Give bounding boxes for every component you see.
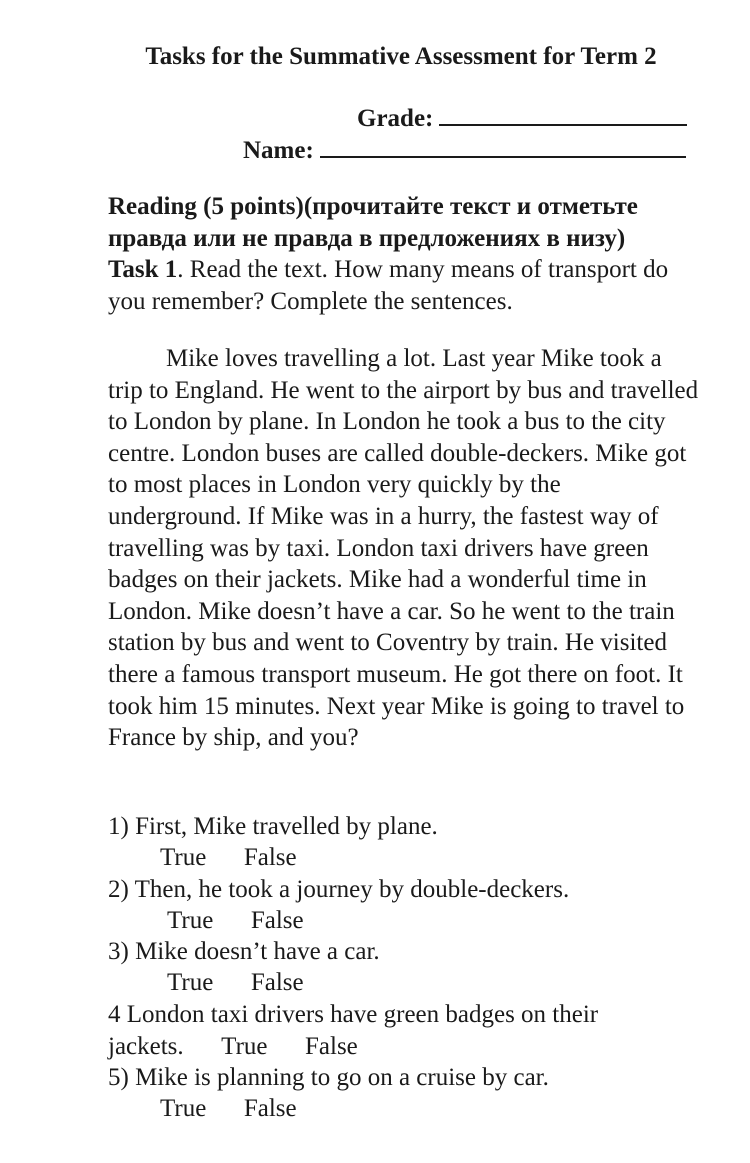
question-1-options	[160, 842, 750, 874]
q4-true-option[interactable]: True	[221, 1033, 268, 1060]
question-4-continuation: jackets.	[108, 1033, 184, 1060]
name-field	[243, 132, 686, 167]
question-5: 5) Mike is planning to go on a cruise by car.	[108, 1064, 549, 1091]
task-text: . Read the text. How many means of transport do you remember? Complete the sentences.	[108, 256, 669, 315]
question-3-options	[167, 967, 750, 999]
task-label: Task 1	[108, 256, 178, 283]
question-2: 2) Then, he took a journey by double-deckers.	[108, 876, 570, 903]
q1-false-option[interactable]: False	[243, 844, 297, 871]
question-4: 4 London taxi drivers have green badges on their	[108, 1001, 599, 1028]
question-2-options	[167, 905, 750, 937]
question-1: 1) First, Mike travelled by plane.	[108, 813, 438, 840]
q4-false-option[interactable]: False	[305, 1033, 358, 1060]
grade-label: Grade:	[357, 105, 434, 132]
task-instruction	[108, 254, 708, 317]
grade-blank[interactable]	[439, 100, 687, 126]
q5-true-option[interactable]: True	[160, 1095, 207, 1122]
q3-false-option[interactable]: False	[250, 969, 304, 996]
page-title: Tasks for the Summative Assessment for Term 2	[145, 43, 657, 70]
q3-true-option[interactable]: True	[167, 969, 214, 996]
question-5-options	[160, 1093, 750, 1125]
q2-true-option[interactable]: True	[167, 907, 214, 934]
q2-false-option[interactable]: False	[250, 907, 304, 934]
name-label: Name:	[243, 137, 314, 164]
q1-true-option[interactable]: True	[160, 844, 207, 871]
question-3: 3) Mike doesn’t have a car.	[108, 938, 380, 965]
grade-field	[357, 100, 687, 135]
reading-heading: Reading (5 points)(прочитайте текст и отметьте правда или не правда в предложениях в низу)	[108, 193, 638, 252]
name-blank[interactable]	[320, 132, 686, 158]
q5-false-option[interactable]: False	[243, 1095, 297, 1122]
reading-passage: Mike loves travelling a lot. Last year Mike took a trip to England. He went to the airport by bus and travelled to London by plane. In London he took a bus to the city centre. London buses are called double-deckers. Mike got to most places in London very quickly by the underground. If Mike was in a hurry, the fastest way of travelling was by taxi. London taxi drivers have green badges on their jackets. Mike had a wonderful time in London. Mike doesn’t have a car. So he went to the train station by bus and went to Coventry by train. He visited there a famous transport museum. He got there on foot. It took him 15 minutes. Next year Mike is going to travel to France by ship, and you?	[108, 345, 699, 752]
question-4-options	[108, 1031, 708, 1063]
